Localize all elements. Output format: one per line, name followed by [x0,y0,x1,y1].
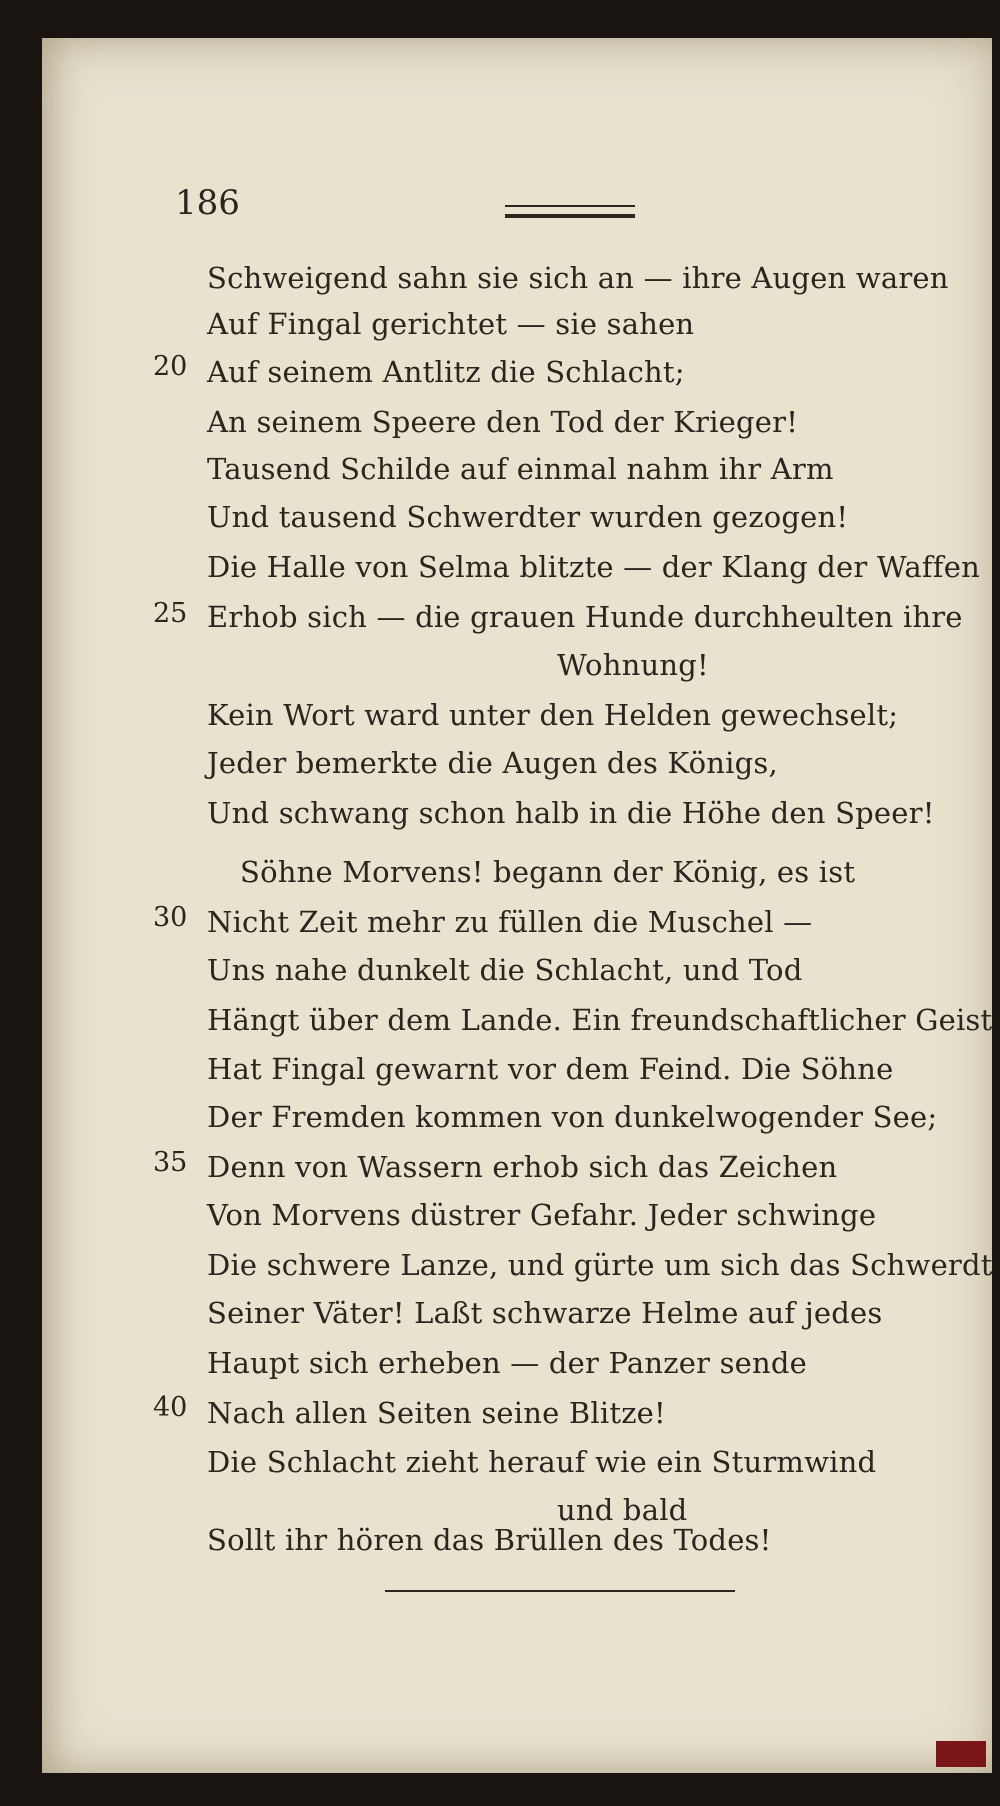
poem-line: Haupt sich erheben — der Panzer sende [207,1346,808,1380]
poem-line: Schweigend sahn sie sich an — ihre Augen waren [207,261,949,295]
poem-line: Denn von Wassern erhob sich das Zeichen [207,1150,838,1184]
poem-line: Und tausend Schwerdter wurden gezogen! [207,500,849,534]
poem-line: Seiner Väter! Laßt schwarze Helme auf jedes [207,1296,883,1330]
poem-line: Jeder bemerkte die Augen des Königs, [207,746,778,780]
poem-line: Der Fremden kommen von dunkelwogender See; [207,1100,938,1134]
poem-line: Kein Wort ward unter den Helden gewechselt; [207,698,899,732]
poem-line-continuation: und bald [557,1493,688,1527]
header-rule [505,205,635,218]
poem-line: Auf Fingal gerichtet — sie sahen [207,307,695,341]
poem-line: Uns nahe dunkelt die Schlacht, und Tod [207,953,803,987]
line-number: 35 [153,1147,188,1178]
line-number: 30 [153,902,188,933]
poem-line: An seinem Speere den Tod der Krieger! [207,405,799,439]
page-number: 186 [175,183,240,223]
line-number: 25 [153,598,188,629]
poem-line: Die schwere Lanze, und gürte um sich das Schwerdt [207,1248,993,1282]
poem-line: Die Schlacht zieht herauf wie ein Sturmwind [207,1445,877,1479]
closing-rule [385,1590,735,1592]
poem-line: Von Morvens düstrer Gefahr. Jeder schwinge [207,1198,877,1232]
poem-line: Tausend Schilde auf einmal nahm ihr Arm [207,452,834,486]
line-number: 40 [153,1392,188,1423]
poem-line: Sollt ihr hören das Brüllen des Todes! [207,1523,772,1557]
poem-line: Hat Fingal gewarnt vor dem Feind. Die Söhne [207,1052,894,1086]
poem-line: Hängt über dem Lande. Ein freundschaftlicher Geist [207,1003,993,1037]
poem-line: Söhne Morvens! begann der König, es ist [240,855,856,889]
poem-line: Nicht Zeit mehr zu füllen die Muschel — [207,905,813,939]
poem-line: Erhob sich — die grauen Hunde durchheulten ihre [207,600,963,634]
poem-line-continuation: Wohnung! [557,648,709,682]
poem-line: Die Halle von Selma blitzte — der Klang der Waffen [207,550,980,584]
poem-line: Auf seinem Antlitz die Schlacht; [207,355,685,389]
poem-line: Nach allen Seiten seine Blitze! [207,1396,666,1430]
line-number: 20 [153,351,188,382]
binding-mark [936,1741,986,1767]
poem-line: Und schwang schon halb in die Höhe den Speer! [207,796,935,830]
